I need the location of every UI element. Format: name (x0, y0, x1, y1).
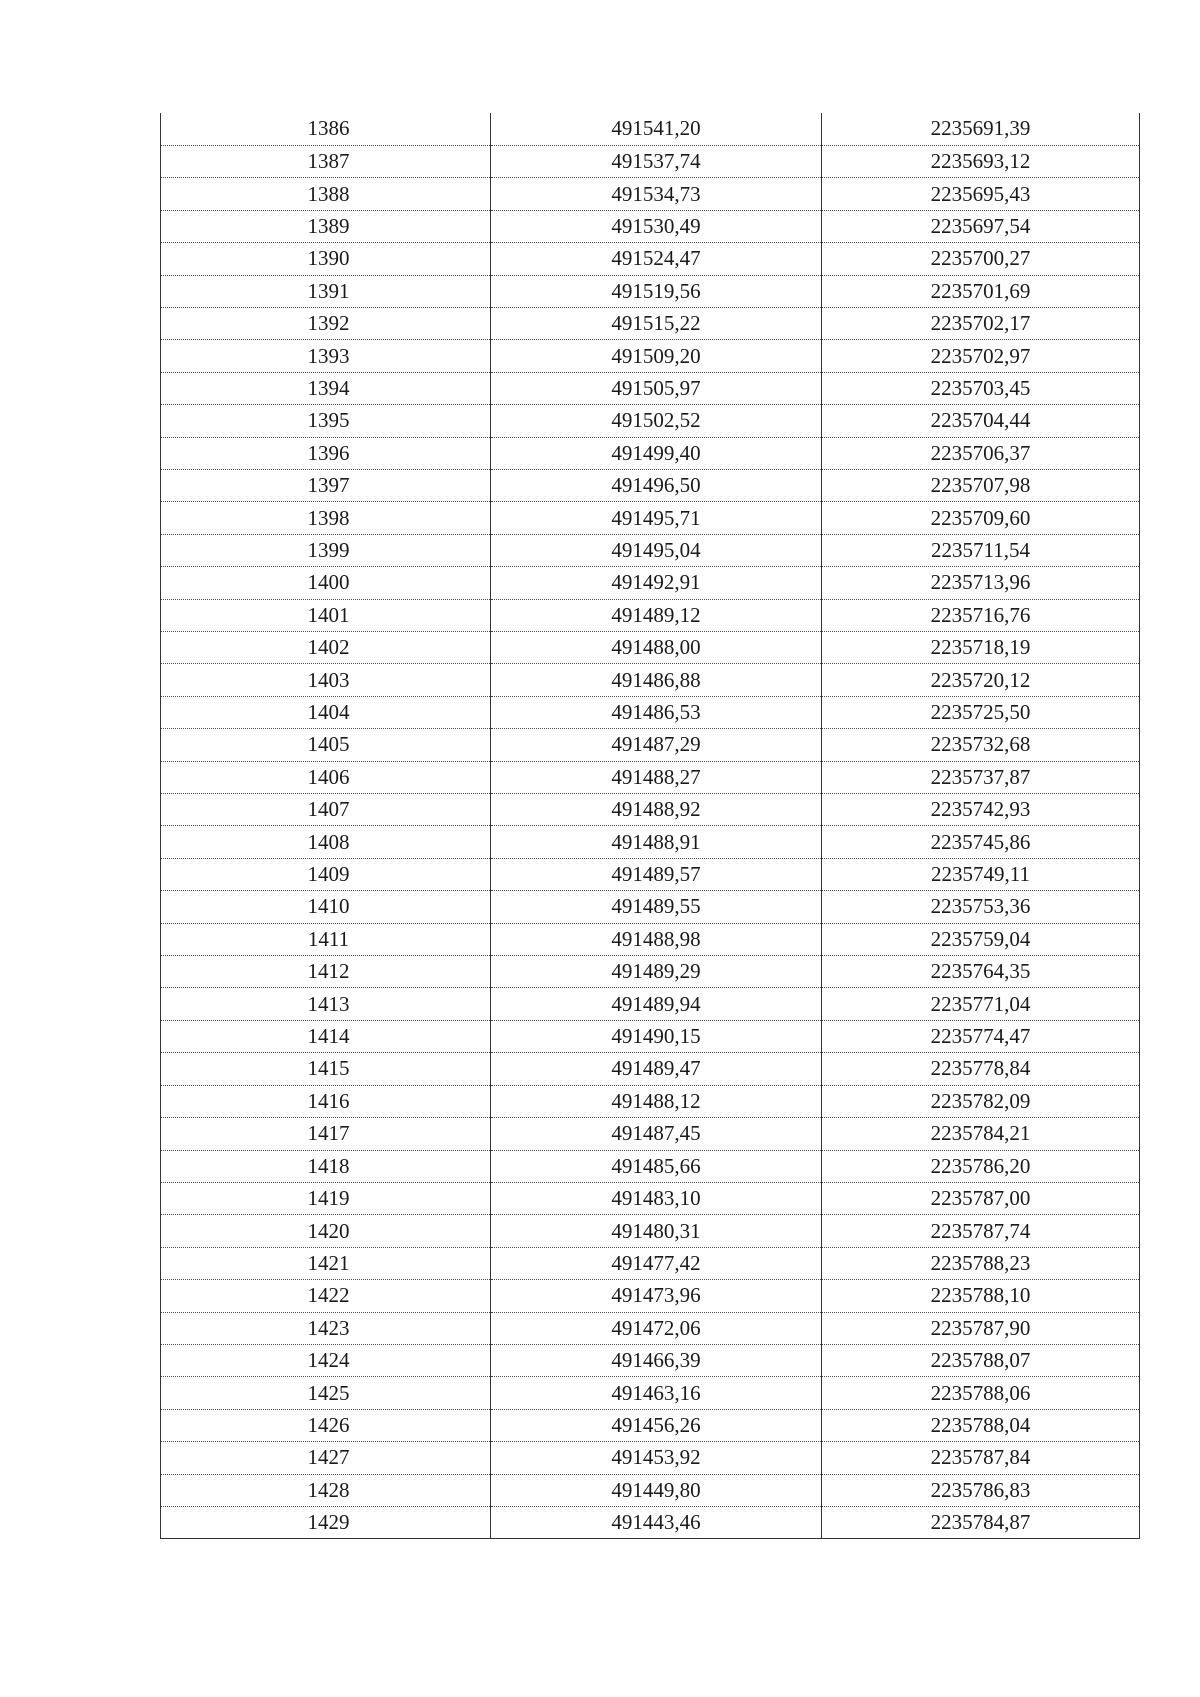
y-coordinate-cell: 2235786,20 (822, 1150, 1140, 1182)
table-row (161, 923, 1140, 955)
y-coordinate-cell: 2235713,96 (822, 567, 1140, 599)
x-coordinate-cell: 491502,52 (491, 405, 822, 437)
y-coordinate-cell: 2235788,07 (822, 1344, 1140, 1376)
y-coordinate-cell: 2235771,04 (822, 988, 1140, 1020)
x-coordinate-cell: 491443,46 (491, 1506, 822, 1538)
x-coordinate-cell: 491477,42 (491, 1247, 822, 1279)
table-row (161, 243, 1140, 275)
point-number-cell: 1420 (161, 1215, 491, 1247)
x-coordinate-cell: 491488,12 (491, 1085, 822, 1117)
y-coordinate-cell: 2235784,87 (822, 1506, 1140, 1538)
y-coordinate-cell: 2235697,54 (822, 210, 1140, 242)
y-coordinate-cell: 2235706,37 (822, 437, 1140, 469)
y-coordinate-cell: 2235709,60 (822, 502, 1140, 534)
point-number-cell: 1427 (161, 1442, 491, 1474)
coordinates-table (160, 113, 1140, 1539)
x-coordinate-cell: 491488,00 (491, 632, 822, 664)
y-coordinate-cell: 2235737,87 (822, 761, 1140, 793)
x-coordinate-cell: 491489,57 (491, 858, 822, 890)
point-number-cell: 1405 (161, 729, 491, 761)
y-coordinate-cell: 2235787,00 (822, 1182, 1140, 1214)
x-coordinate-cell: 491489,94 (491, 988, 822, 1020)
y-coordinate-cell: 2235787,74 (822, 1215, 1140, 1247)
point-number-cell: 1425 (161, 1377, 491, 1409)
y-coordinate-cell: 2235703,45 (822, 372, 1140, 404)
x-coordinate-cell: 491480,31 (491, 1215, 822, 1247)
y-coordinate-cell: 2235702,17 (822, 307, 1140, 339)
x-coordinate-cell: 491449,80 (491, 1474, 822, 1506)
point-number-cell: 1389 (161, 210, 491, 242)
y-coordinate-cell: 2235711,54 (822, 534, 1140, 566)
point-number-cell: 1429 (161, 1506, 491, 1538)
point-number-cell: 1426 (161, 1409, 491, 1441)
point-number-cell: 1408 (161, 826, 491, 858)
point-number-cell: 1387 (161, 145, 491, 177)
y-coordinate-cell: 2235700,27 (822, 243, 1140, 275)
y-coordinate-cell: 2235788,23 (822, 1247, 1140, 1279)
y-coordinate-cell: 2235788,04 (822, 1409, 1140, 1441)
table-row (161, 372, 1140, 404)
point-number-cell: 1410 (161, 891, 491, 923)
point-number-cell: 1406 (161, 761, 491, 793)
table-row (161, 469, 1140, 501)
table-row (161, 1377, 1140, 1409)
x-coordinate-cell: 491487,29 (491, 729, 822, 761)
table-row (161, 1344, 1140, 1376)
y-coordinate-cell: 2235704,44 (822, 405, 1140, 437)
x-coordinate-cell: 491472,06 (491, 1312, 822, 1344)
y-coordinate-cell: 2235742,93 (822, 794, 1140, 826)
table-row (161, 858, 1140, 890)
x-coordinate-cell: 491490,15 (491, 1020, 822, 1052)
point-number-cell: 1388 (161, 178, 491, 210)
x-coordinate-cell: 491541,20 (491, 113, 822, 145)
y-coordinate-cell: 2235732,68 (822, 729, 1140, 761)
point-number-cell: 1407 (161, 794, 491, 826)
table-row (161, 1215, 1140, 1247)
y-coordinate-cell: 2235749,11 (822, 858, 1140, 890)
table-row (161, 1085, 1140, 1117)
table-row (161, 210, 1140, 242)
point-number-cell: 1391 (161, 275, 491, 307)
y-coordinate-cell: 2235788,06 (822, 1377, 1140, 1409)
x-coordinate-cell: 491530,49 (491, 210, 822, 242)
point-number-cell: 1413 (161, 988, 491, 1020)
table-row (161, 1312, 1140, 1344)
x-coordinate-cell: 491499,40 (491, 437, 822, 469)
table-row (161, 1150, 1140, 1182)
point-number-cell: 1423 (161, 1312, 491, 1344)
point-number-cell: 1404 (161, 696, 491, 728)
x-coordinate-cell: 491537,74 (491, 145, 822, 177)
point-number-cell: 1415 (161, 1053, 491, 1085)
x-coordinate-cell: 491463,16 (491, 1377, 822, 1409)
x-coordinate-cell: 491488,91 (491, 826, 822, 858)
table-row (161, 1020, 1140, 1052)
point-number-cell: 1395 (161, 405, 491, 437)
table-row (161, 891, 1140, 923)
y-coordinate-cell: 2235788,10 (822, 1280, 1140, 1312)
table-row (161, 567, 1140, 599)
coordinates-table-body (161, 113, 1140, 1539)
x-coordinate-cell: 491486,53 (491, 696, 822, 728)
x-coordinate-cell: 491495,71 (491, 502, 822, 534)
point-number-cell: 1402 (161, 632, 491, 664)
point-number-cell: 1424 (161, 1344, 491, 1376)
table-row (161, 761, 1140, 793)
point-number-cell: 1392 (161, 307, 491, 339)
table-row (161, 437, 1140, 469)
x-coordinate-cell: 491486,88 (491, 664, 822, 696)
table-row (161, 275, 1140, 307)
point-number-cell: 1396 (161, 437, 491, 469)
point-number-cell: 1409 (161, 858, 491, 890)
x-coordinate-cell: 491509,20 (491, 340, 822, 372)
point-number-cell: 1398 (161, 502, 491, 534)
point-number-cell: 1416 (161, 1085, 491, 1117)
y-coordinate-cell: 2235707,98 (822, 469, 1140, 501)
table-row (161, 178, 1140, 210)
y-coordinate-cell: 2235701,69 (822, 275, 1140, 307)
y-coordinate-cell: 2235787,84 (822, 1442, 1140, 1474)
table-row (161, 826, 1140, 858)
x-coordinate-cell: 491488,98 (491, 923, 822, 955)
table-row (161, 1474, 1140, 1506)
table-row (161, 340, 1140, 372)
x-coordinate-cell: 491524,47 (491, 243, 822, 275)
table-row (161, 1053, 1140, 1085)
point-number-cell: 1418 (161, 1150, 491, 1182)
x-coordinate-cell: 491534,73 (491, 178, 822, 210)
x-coordinate-cell: 491466,39 (491, 1344, 822, 1376)
y-coordinate-cell: 2235778,84 (822, 1053, 1140, 1085)
table-row (161, 1182, 1140, 1214)
table-row (161, 956, 1140, 988)
table-row (161, 534, 1140, 566)
x-coordinate-cell: 491489,29 (491, 956, 822, 988)
x-coordinate-cell: 491483,10 (491, 1182, 822, 1214)
x-coordinate-cell: 491515,22 (491, 307, 822, 339)
point-number-cell: 1393 (161, 340, 491, 372)
x-coordinate-cell: 491453,92 (491, 1442, 822, 1474)
y-coordinate-cell: 2235693,12 (822, 145, 1140, 177)
x-coordinate-cell: 491485,66 (491, 1150, 822, 1182)
y-coordinate-cell: 2235786,83 (822, 1474, 1140, 1506)
y-coordinate-cell: 2235716,76 (822, 599, 1140, 631)
table-row (161, 1506, 1140, 1538)
x-coordinate-cell: 491473,96 (491, 1280, 822, 1312)
y-coordinate-cell: 2235784,21 (822, 1118, 1140, 1150)
x-coordinate-cell: 491496,50 (491, 469, 822, 501)
table-row (161, 988, 1140, 1020)
table-row (161, 696, 1140, 728)
x-coordinate-cell: 491489,47 (491, 1053, 822, 1085)
point-number-cell: 1386 (161, 113, 491, 145)
point-number-cell: 1397 (161, 469, 491, 501)
point-number-cell: 1414 (161, 1020, 491, 1052)
table-row (161, 113, 1140, 145)
table-row (161, 1118, 1140, 1150)
y-coordinate-cell: 2235695,43 (822, 178, 1140, 210)
y-coordinate-cell: 2235745,86 (822, 826, 1140, 858)
x-coordinate-cell: 491489,55 (491, 891, 822, 923)
table-row (161, 145, 1140, 177)
table-row (161, 632, 1140, 664)
table-row (161, 307, 1140, 339)
y-coordinate-cell: 2235718,19 (822, 632, 1140, 664)
point-number-cell: 1419 (161, 1182, 491, 1214)
x-coordinate-cell: 491456,26 (491, 1409, 822, 1441)
x-coordinate-cell: 491488,92 (491, 794, 822, 826)
table-row (161, 405, 1140, 437)
y-coordinate-cell: 2235759,04 (822, 923, 1140, 955)
point-number-cell: 1417 (161, 1118, 491, 1150)
x-coordinate-cell: 491495,04 (491, 534, 822, 566)
table-row (161, 729, 1140, 761)
x-coordinate-cell: 491519,56 (491, 275, 822, 307)
x-coordinate-cell: 491489,12 (491, 599, 822, 631)
y-coordinate-cell: 2235720,12 (822, 664, 1140, 696)
table-row (161, 1442, 1140, 1474)
y-coordinate-cell: 2235764,35 (822, 956, 1140, 988)
y-coordinate-cell: 2235702,97 (822, 340, 1140, 372)
table-row (161, 664, 1140, 696)
point-number-cell: 1399 (161, 534, 491, 566)
table-row (161, 1409, 1140, 1441)
y-coordinate-cell: 2235782,09 (822, 1085, 1140, 1117)
y-coordinate-cell: 2235753,36 (822, 891, 1140, 923)
y-coordinate-cell: 2235774,47 (822, 1020, 1140, 1052)
y-coordinate-cell: 2235725,50 (822, 696, 1140, 728)
point-number-cell: 1403 (161, 664, 491, 696)
x-coordinate-cell: 491488,27 (491, 761, 822, 793)
table-row (161, 794, 1140, 826)
table-row (161, 1280, 1140, 1312)
y-coordinate-cell: 2235691,39 (822, 113, 1140, 145)
x-coordinate-cell: 491505,97 (491, 372, 822, 404)
point-number-cell: 1394 (161, 372, 491, 404)
point-number-cell: 1390 (161, 243, 491, 275)
table-row (161, 599, 1140, 631)
point-number-cell: 1422 (161, 1280, 491, 1312)
point-number-cell: 1428 (161, 1474, 491, 1506)
table-row (161, 1247, 1140, 1279)
x-coordinate-cell: 491492,91 (491, 567, 822, 599)
point-number-cell: 1412 (161, 956, 491, 988)
point-number-cell: 1400 (161, 567, 491, 599)
y-coordinate-cell: 2235787,90 (822, 1312, 1140, 1344)
point-number-cell: 1401 (161, 599, 491, 631)
point-number-cell: 1411 (161, 923, 491, 955)
point-number-cell: 1421 (161, 1247, 491, 1279)
table-row (161, 502, 1140, 534)
x-coordinate-cell: 491487,45 (491, 1118, 822, 1150)
